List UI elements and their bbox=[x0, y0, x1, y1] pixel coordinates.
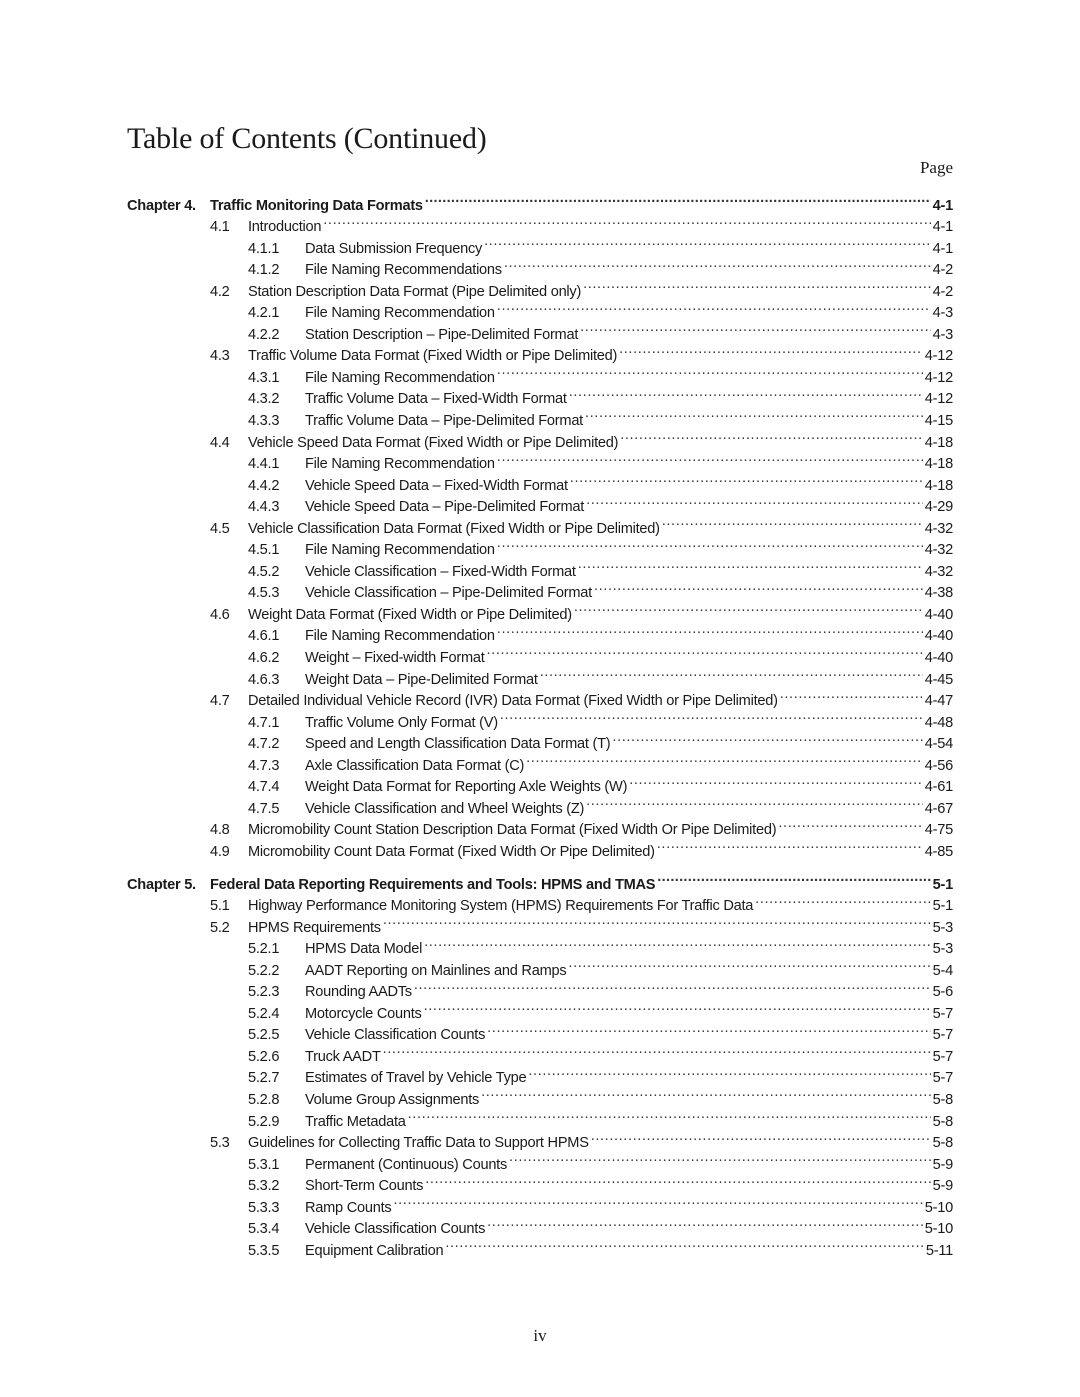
toc-entry-number: 4.2.1 bbox=[248, 305, 280, 322]
toc-entry-page-number: 4-61 bbox=[924, 779, 953, 796]
toc-entry-title: File Naming Recommendations bbox=[305, 262, 502, 279]
toc-section-entry[interactable] bbox=[127, 274, 953, 300]
toc-entry-page-number: 4-47 bbox=[924, 693, 953, 710]
page-title: Table of Contents (Continued) bbox=[127, 122, 487, 155]
toc-entry-number: 4.4.1 bbox=[248, 456, 280, 473]
toc-chapter-entry[interactable] bbox=[127, 188, 953, 214]
toc-entry-number: 4.1 bbox=[210, 219, 230, 236]
dot-leader bbox=[497, 533, 923, 555]
toc-subsection-entry[interactable] bbox=[127, 996, 953, 1022]
toc-entry-number: 4.7.1 bbox=[248, 714, 280, 731]
toc-entry-number: 4.7.2 bbox=[248, 736, 280, 753]
toc-entry-page-number: 5-3 bbox=[932, 919, 953, 936]
toc-entry-number: 4.4.2 bbox=[248, 477, 280, 494]
toc-entry-page-number: 4-85 bbox=[924, 843, 953, 860]
toc-entry-page-number: 4-15 bbox=[924, 413, 953, 430]
toc-entry-title: Rounding AADTs bbox=[305, 984, 412, 1001]
toc-entry-title: Equipment Calibration bbox=[305, 1242, 444, 1259]
toc-entry-page-number: 4-2 bbox=[932, 262, 953, 279]
toc-entry-page-number: 4-32 bbox=[924, 563, 953, 580]
toc-entry-title: Vehicle Classification Counts bbox=[305, 1027, 486, 1044]
dot-leader bbox=[580, 317, 931, 339]
toc-entry-number: 4.5.3 bbox=[248, 585, 280, 602]
dot-leader bbox=[425, 1169, 930, 1191]
toc-entry-page-number: 4-48 bbox=[924, 714, 953, 731]
toc-entry-title: File Naming Recommendation bbox=[305, 456, 495, 473]
dot-leader bbox=[594, 576, 923, 598]
toc-entry-number: Chapter 5. bbox=[127, 876, 196, 893]
toc-entry-number: 4.5 bbox=[210, 520, 230, 537]
toc-subsection-entry[interactable] bbox=[127, 231, 953, 257]
dot-leader bbox=[504, 253, 931, 275]
dot-leader bbox=[585, 403, 923, 425]
toc-entry-title: Motorcycle Counts bbox=[305, 1005, 422, 1022]
dot-leader bbox=[619, 339, 923, 361]
toc-entry-page-number: 5-11 bbox=[925, 1242, 953, 1259]
dot-leader bbox=[383, 1039, 931, 1061]
toc-entry-title: Data Submission Frequency bbox=[305, 240, 483, 257]
toc-entry-page-number: 5-9 bbox=[932, 1178, 953, 1195]
toc-entry-page-number: 5-7 bbox=[932, 1070, 953, 1087]
toc-subsection-entry[interactable] bbox=[127, 619, 953, 645]
toc-section-entry[interactable] bbox=[127, 511, 953, 537]
dot-leader bbox=[497, 619, 923, 641]
toc-entry-title: File Naming Recommendation bbox=[305, 305, 495, 322]
toc-entry-title: Guidelines for Collecting Traffic Data to Support HPMS bbox=[248, 1135, 589, 1152]
dot-leader bbox=[591, 1126, 931, 1148]
toc-entry-number: 4.3.2 bbox=[248, 391, 280, 408]
toc-entry-title: Micromobility Count Data Format (Fixed Width Or Pipe Delimited) bbox=[248, 843, 655, 860]
toc-subsection-entry[interactable] bbox=[127, 468, 953, 494]
toc-subsection-entry[interactable] bbox=[127, 253, 953, 279]
toc-subsection-entry[interactable] bbox=[127, 382, 953, 408]
toc-section-entry[interactable] bbox=[127, 339, 953, 365]
toc-entry-number: 5.3.5 bbox=[248, 1242, 280, 1259]
toc-entry-number: 4.5.1 bbox=[248, 542, 280, 559]
toc-subsection-entry[interactable] bbox=[127, 576, 953, 602]
dot-leader bbox=[484, 231, 931, 253]
toc-entry-number: 4.7.4 bbox=[248, 779, 280, 796]
dot-leader bbox=[445, 1233, 924, 1255]
toc-entry-number: 4.5.2 bbox=[248, 563, 280, 580]
toc-subsection-entry[interactable] bbox=[127, 403, 953, 430]
toc-entry-title: Highway Performance Monitoring System (HPMS) Requirements For Traffic Data bbox=[248, 898, 754, 915]
footer-page-number: iv bbox=[533, 1326, 547, 1345]
toc-entry-number: 4.2 bbox=[210, 283, 230, 300]
toc-entry-title: Micromobility Count Station Description Data Format (Fixed Width Or Pipe Delimited) bbox=[248, 822, 777, 839]
dot-leader bbox=[583, 274, 931, 296]
toc-entry-title: Station Description – Pipe-Delimited Format bbox=[305, 326, 579, 343]
toc-section-entry[interactable] bbox=[127, 425, 953, 451]
toc-entry-title: Truck AADT bbox=[305, 1048, 381, 1065]
toc-entry-number: 4.6 bbox=[210, 606, 230, 623]
table-of-contents bbox=[127, 188, 953, 1259]
toc-entry-title: Detailed Individual Vehicle Record (IVR) Data Format (Fixed Width or Pipe Delimited) bbox=[248, 693, 778, 710]
dot-leader bbox=[487, 1018, 931, 1040]
dot-leader bbox=[528, 1061, 930, 1083]
dot-leader bbox=[497, 360, 923, 382]
toc-entry-title: Introduction bbox=[248, 219, 322, 236]
toc-entry-title: AADT Reporting on Mainlines and Ramps bbox=[305, 962, 567, 979]
toc-entry-page-number: 4-18 bbox=[924, 434, 953, 451]
toc-entry-page-number: 4-12 bbox=[924, 348, 953, 365]
dot-leader bbox=[500, 705, 923, 727]
toc-entry-title: File Naming Recommendation bbox=[305, 369, 495, 386]
toc-entry-page-number: 4-40 bbox=[924, 628, 953, 645]
dot-leader bbox=[657, 834, 923, 856]
dot-leader bbox=[574, 597, 923, 619]
toc-entry-title: Vehicle Speed Data Format (Fixed Width or Pipe Delimited) bbox=[248, 434, 619, 451]
dot-leader bbox=[487, 640, 923, 662]
toc-entry-number: 4.3 bbox=[210, 348, 230, 365]
toc-entry-title: Weight – Fixed-width Format bbox=[305, 650, 485, 667]
toc-entry-page-number: 5-8 bbox=[932, 1135, 953, 1152]
toc-subsection-entry[interactable] bbox=[127, 1018, 953, 1044]
toc-entry-number: 5.2.4 bbox=[248, 1005, 280, 1022]
toc-entry-number: 4.2.2 bbox=[248, 326, 280, 343]
toc-entry-title: Volume Group Assignments bbox=[305, 1091, 480, 1108]
toc-entry-page-number: 4-45 bbox=[924, 671, 953, 688]
toc-entry-page-number: 4-18 bbox=[924, 477, 953, 494]
toc-entry-page-number: 4-56 bbox=[924, 757, 953, 774]
dot-leader bbox=[755, 889, 930, 911]
toc-entry-page-number: 4-1 bbox=[932, 197, 953, 214]
dot-leader bbox=[509, 1147, 931, 1169]
toc-subsection-entry[interactable] bbox=[127, 554, 953, 580]
dot-leader bbox=[780, 684, 923, 706]
toc-entry-page-number: 4-1 bbox=[932, 219, 953, 236]
dot-leader bbox=[578, 554, 923, 576]
toc-entry-number: 5.3.3 bbox=[248, 1199, 280, 1216]
toc-section-entry[interactable] bbox=[127, 210, 953, 236]
toc-subsection-entry[interactable] bbox=[127, 533, 953, 559]
toc-subsection-entry[interactable] bbox=[127, 317, 953, 343]
toc-entry-page-number: 5-8 bbox=[932, 1091, 953, 1108]
toc-entry-number: 4.6.1 bbox=[248, 628, 280, 645]
dot-leader bbox=[393, 1190, 922, 1212]
toc-entry-title: Speed and Length Classification Data Format (T) bbox=[305, 736, 611, 753]
toc-entry-number: 5.2.9 bbox=[248, 1113, 280, 1130]
toc-section-entry[interactable] bbox=[127, 834, 953, 860]
toc-entry-number: 4.1.1 bbox=[248, 240, 280, 257]
toc-entry-number: 5.2 bbox=[210, 919, 230, 936]
toc-section-entry[interactable] bbox=[127, 684, 953, 710]
toc-subsection-entry[interactable] bbox=[127, 1061, 953, 1087]
toc-entry-title: Traffic Metadata bbox=[305, 1113, 406, 1130]
toc-entry-number: 4.7.3 bbox=[248, 757, 280, 774]
dot-leader bbox=[424, 996, 931, 1018]
toc-entry-number: 5.1 bbox=[210, 898, 230, 915]
toc-section-entry[interactable] bbox=[127, 1126, 953, 1152]
toc-entry-number: 4.3.3 bbox=[248, 413, 280, 430]
toc-entry-page-number: 4-12 bbox=[924, 369, 953, 386]
toc-entry-title: Traffic Volume Only Format (V) bbox=[305, 714, 498, 731]
toc-entry-page-number: 4-67 bbox=[924, 800, 953, 817]
toc-entry-title: Vehicle Classification Counts bbox=[305, 1221, 486, 1238]
toc-subsection-entry[interactable] bbox=[127, 1147, 953, 1173]
toc-subsection-entry[interactable] bbox=[127, 1104, 953, 1130]
toc-entry-page-number: 5-1 bbox=[932, 876, 953, 893]
toc-subsection-entry[interactable] bbox=[127, 490, 953, 516]
toc-entry-number: 5.2.5 bbox=[248, 1027, 280, 1044]
toc-entry-title: Traffic Monitoring Data Formats bbox=[210, 197, 423, 214]
dot-leader bbox=[383, 910, 931, 932]
toc-subsection-entry[interactable] bbox=[127, 932, 953, 958]
dot-leader bbox=[526, 748, 923, 770]
toc-entry-number: 4.3.1 bbox=[248, 369, 280, 386]
toc-entry-number: 4.6.3 bbox=[248, 671, 280, 688]
toc-entry-title: Station Description Data Format (Pipe Delimited only) bbox=[248, 283, 582, 300]
toc-entry-number: 4.9 bbox=[210, 843, 230, 860]
toc-entry-page-number: 4-1 bbox=[932, 240, 953, 257]
toc-entry-title: Traffic Volume Data – Fixed-Width Format bbox=[305, 391, 567, 408]
toc-entry-number: 4.8 bbox=[210, 822, 230, 839]
toc-entry-page-number: 4-3 bbox=[932, 326, 953, 343]
toc-entry-number: 5.2.7 bbox=[248, 1070, 280, 1087]
toc-entry-page-number: 5-6 bbox=[932, 984, 953, 1001]
dot-leader bbox=[424, 932, 931, 954]
dot-leader bbox=[569, 382, 923, 404]
toc-entry-title: Vehicle Classification – Fixed-Width Format bbox=[305, 563, 576, 580]
dot-leader bbox=[497, 296, 931, 318]
toc-entry-number: 4.6.2 bbox=[248, 650, 280, 667]
toc-entry-number: 5.3.4 bbox=[248, 1221, 280, 1238]
toc-entry-page-number: 4-75 bbox=[924, 822, 953, 839]
toc-subsection-entry[interactable] bbox=[127, 296, 953, 322]
toc-entry-page-number: 4-32 bbox=[924, 542, 953, 559]
toc-entry-number: 5.3.2 bbox=[248, 1178, 280, 1195]
toc-section-entry[interactable] bbox=[127, 597, 953, 623]
toc-entry-title: Traffic Volume Data Format (Fixed Width or Pipe Delimited) bbox=[248, 348, 618, 365]
toc-subsection-entry[interactable] bbox=[127, 1039, 953, 1065]
dot-leader bbox=[323, 210, 930, 232]
dot-leader bbox=[586, 490, 923, 512]
toc-entry-number: 4.7.5 bbox=[248, 800, 280, 817]
dot-leader bbox=[657, 867, 930, 889]
toc-subsection-entry[interactable] bbox=[127, 770, 953, 796]
toc-entry-page-number: 5-9 bbox=[932, 1156, 953, 1173]
dot-leader bbox=[568, 953, 930, 975]
toc-entry-page-number: 5-1 bbox=[932, 898, 953, 915]
toc-entry-page-number: 4-38 bbox=[924, 585, 953, 602]
toc-entry-title: File Naming Recommendation bbox=[305, 628, 495, 645]
toc-entry-title: Federal Data Reporting Requirements and Tools: HPMS and TMAS bbox=[210, 876, 656, 893]
toc-entry-page-number: 4-18 bbox=[924, 456, 953, 473]
toc-entry-page-number: 4-3 bbox=[932, 305, 953, 322]
toc-section-entry[interactable] bbox=[127, 889, 953, 915]
toc-entry-page-number: 5-3 bbox=[932, 941, 953, 958]
dot-leader bbox=[778, 813, 922, 835]
toc-entry-number: 5.2.2 bbox=[248, 962, 280, 979]
dot-leader bbox=[414, 975, 931, 997]
dot-leader bbox=[497, 447, 923, 469]
toc-subsection-entry[interactable] bbox=[127, 640, 953, 667]
page-column-label: Page bbox=[919, 158, 953, 177]
toc-subsection-entry[interactable] bbox=[127, 662, 953, 688]
toc-entry-number: 4.7 bbox=[210, 693, 230, 710]
toc-subsection-entry[interactable] bbox=[127, 1190, 953, 1216]
toc-entry-number: 5.2.6 bbox=[248, 1048, 280, 1065]
toc-entry-number: 5.2.8 bbox=[248, 1091, 280, 1108]
toc-subsection-entry[interactable] bbox=[127, 360, 953, 386]
toc-entry-number: 4.4 bbox=[210, 434, 230, 451]
toc-entry-number: 5.3 bbox=[210, 1135, 230, 1152]
toc-entry-title: Ramp Counts bbox=[305, 1199, 392, 1216]
toc-subsection-entry[interactable] bbox=[127, 1082, 953, 1108]
dot-leader bbox=[570, 468, 923, 490]
toc-entry-title: Permanent (Continuous) Counts bbox=[305, 1156, 508, 1173]
toc-entry-title: Vehicle Classification and Wheel Weights (Z) bbox=[305, 800, 585, 817]
dot-leader bbox=[586, 791, 923, 813]
toc-entry-page-number: 5-7 bbox=[932, 1048, 953, 1065]
toc-entry-title: Weight Data Format for Reporting Axle Weights (W) bbox=[305, 779, 628, 796]
toc-subsection-entry[interactable] bbox=[127, 705, 953, 731]
toc-entry-number: 5.3.1 bbox=[248, 1156, 280, 1173]
dot-leader bbox=[425, 188, 931, 210]
toc-entry-page-number: 5-8 bbox=[932, 1113, 953, 1130]
toc-entry-title: Weight Data – Pipe-Delimited Format bbox=[305, 671, 538, 688]
toc-subsection-entry[interactable] bbox=[127, 748, 953, 774]
toc-entry-page-number: 5-7 bbox=[932, 1005, 953, 1022]
toc-section-entry[interactable] bbox=[127, 910, 953, 936]
toc-subsection-entry[interactable] bbox=[127, 791, 953, 817]
toc-subsection-entry[interactable] bbox=[127, 1169, 953, 1195]
toc-entry-number: Chapter 4. bbox=[127, 197, 196, 214]
toc-entry-title: Estimates of Travel by Vehicle Type bbox=[305, 1070, 527, 1087]
toc-subsection-entry[interactable] bbox=[127, 1212, 953, 1238]
dot-leader bbox=[662, 511, 923, 533]
toc-entry-title: HPMS Data Model bbox=[305, 941, 423, 958]
toc-entry-title: Vehicle Speed Data – Fixed-Width Format bbox=[305, 477, 568, 494]
dot-leader bbox=[481, 1082, 931, 1104]
toc-entry-page-number: 5-10 bbox=[924, 1221, 953, 1238]
toc-entry-page-number: 4-54 bbox=[924, 736, 953, 753]
dot-leader bbox=[629, 770, 923, 792]
toc-entry-title: Vehicle Classification Data Format (Fixed Width or Pipe Delimited) bbox=[248, 520, 660, 537]
toc-entry-title: Short-Term Counts bbox=[305, 1178, 424, 1195]
toc-entry-title: Vehicle Classification – Pipe-Delimited Format bbox=[305, 585, 592, 602]
toc-entry-number: 5.2.3 bbox=[248, 984, 280, 1001]
toc-subsection-entry[interactable] bbox=[127, 953, 953, 979]
toc-entry-title: Traffic Volume Data – Pipe-Delimited Format bbox=[305, 413, 583, 430]
toc-subsection-entry[interactable] bbox=[127, 1233, 953, 1259]
toc-entry-title: Axle Classification Data Format (C) bbox=[305, 757, 525, 774]
dot-leader bbox=[620, 425, 923, 447]
dot-leader bbox=[612, 727, 922, 749]
dot-leader bbox=[408, 1104, 931, 1126]
toc-entry-page-number: 5-10 bbox=[924, 1199, 953, 1216]
toc-entry-page-number: 4-40 bbox=[924, 606, 953, 623]
toc-entry-page-number: 4-29 bbox=[924, 499, 953, 516]
toc-entry-page-number: 5-7 bbox=[932, 1027, 953, 1044]
dot-leader bbox=[540, 662, 923, 684]
toc-entry-page-number: 4-2 bbox=[932, 283, 953, 300]
toc-entry-page-number: 5-4 bbox=[932, 962, 953, 979]
toc-subsection-entry[interactable] bbox=[127, 727, 953, 753]
toc-chapter-entry[interactable] bbox=[127, 867, 953, 893]
toc-entry-number: 4.4.3 bbox=[248, 499, 280, 516]
toc-entry-number: 4.1.2 bbox=[248, 262, 280, 279]
toc-subsection-entry[interactable] bbox=[127, 447, 953, 473]
toc-entry-title: HPMS Requirements bbox=[248, 919, 381, 936]
toc-entry-title: Vehicle Speed Data – Pipe-Delimited Format bbox=[305, 499, 585, 516]
toc-entry-title: File Naming Recommendation bbox=[305, 542, 495, 559]
toc-entry-number: 5.2.1 bbox=[248, 941, 280, 958]
toc-section-entry[interactable] bbox=[127, 813, 953, 839]
toc-entry-page-number: 4-32 bbox=[924, 520, 953, 537]
dot-leader bbox=[487, 1212, 923, 1234]
toc-entry-title: Weight Data Format (Fixed Width or Pipe Delimited) bbox=[248, 606, 572, 623]
toc-entry-page-number: 4-12 bbox=[924, 391, 953, 408]
toc-entry-page-number: 4-40 bbox=[924, 650, 953, 667]
toc-subsection-entry[interactable] bbox=[127, 975, 953, 1001]
